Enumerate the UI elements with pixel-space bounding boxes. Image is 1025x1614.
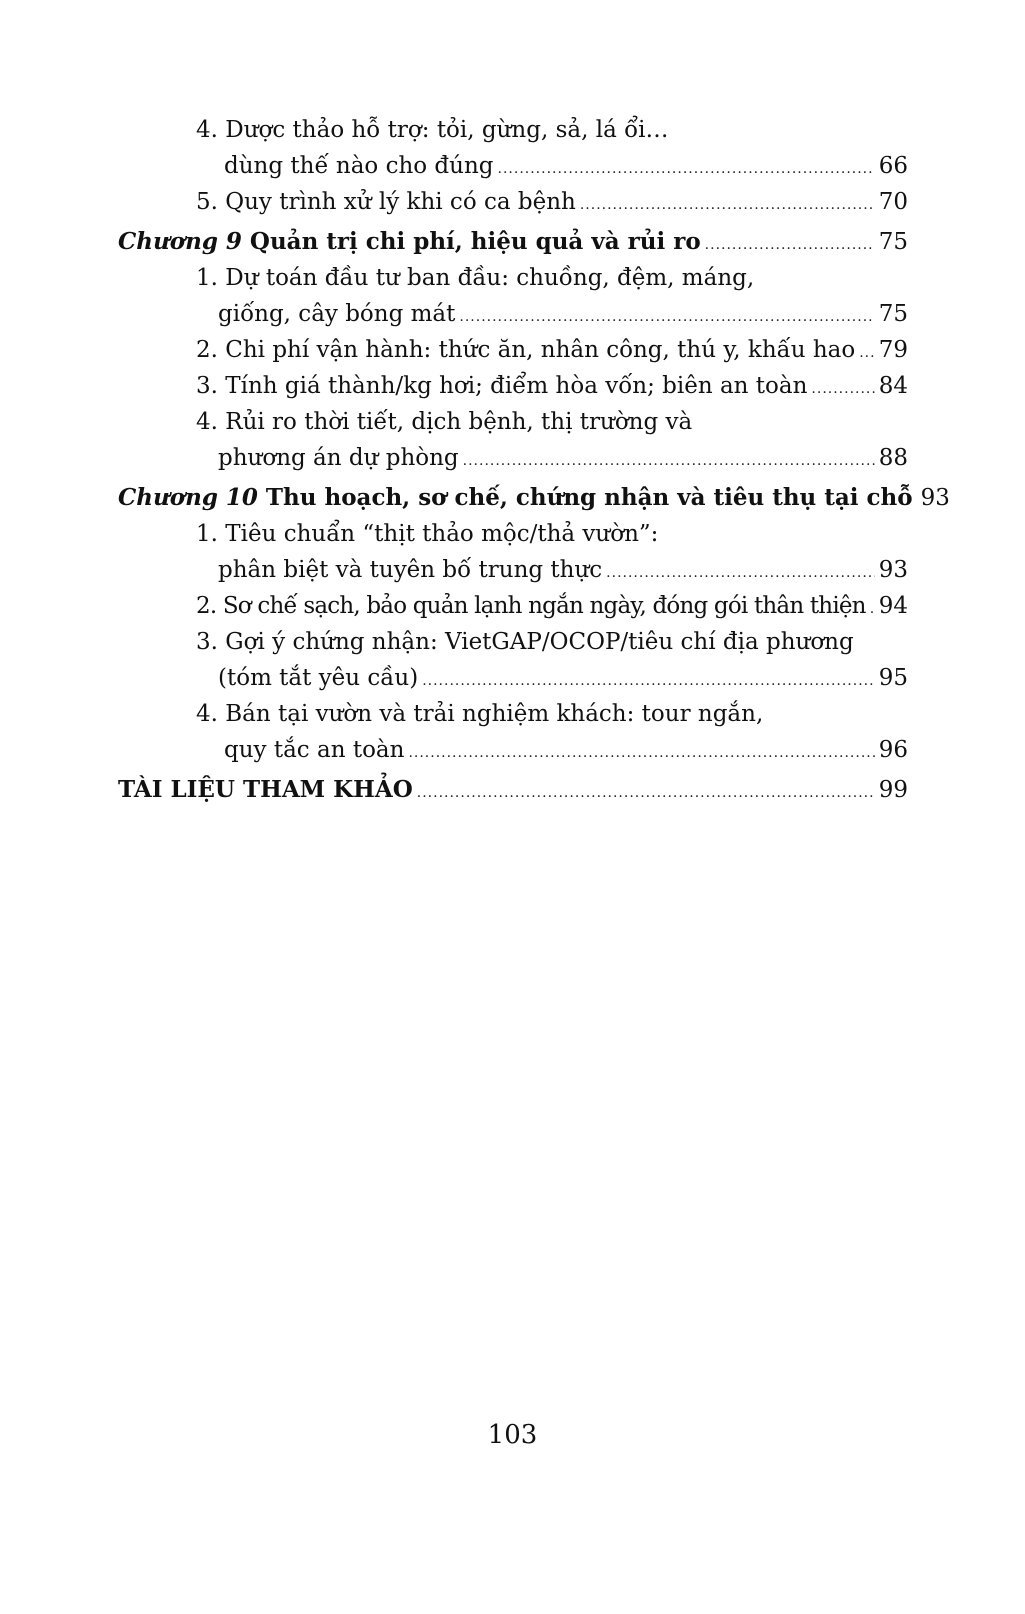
- dot-leader: [463, 443, 875, 479]
- dot-leader: [459, 299, 874, 335]
- toc-entry-text: 4. Bán tại vườn và trải nghiệm khách: tour ngắn,: [196, 701, 764, 727]
- toc-entry-text: (tóm tắt yêu cầu): [218, 665, 419, 691]
- dot-leader: [705, 227, 875, 263]
- toc-entry-text: phân biệt và tuyên bố trung thực: [218, 557, 603, 583]
- toc-entry: [118, 516, 908, 552]
- toc-entry: [118, 404, 908, 440]
- toc-page-number: 93: [878, 557, 908, 583]
- toc-entry-text: 2. Chi phí vận hành: thức ăn, nhân công, thú y, khấu hao: [196, 337, 856, 363]
- dot-leader: [870, 591, 875, 627]
- toc-entry-text: quy tắc an toàn: [224, 737, 405, 763]
- dot-leader: [811, 371, 874, 407]
- toc-entry: [118, 112, 908, 148]
- toc-page-number: 88: [878, 445, 908, 471]
- toc-page-number: 99: [878, 777, 908, 803]
- toc-entry: [118, 296, 908, 332]
- toc-entry: [118, 624, 908, 660]
- toc-entry-text: 1. Tiêu chuẩn “thịt thảo mộc/thả vườn”:: [196, 521, 659, 547]
- table-of-contents: [118, 112, 950, 808]
- toc-page-number: 96: [878, 737, 908, 763]
- toc-entry: [118, 440, 908, 476]
- toc-entry: [118, 732, 908, 768]
- toc-entry: [118, 660, 908, 696]
- toc-page-number: 79: [878, 337, 908, 363]
- dot-leader: [417, 775, 875, 811]
- toc-page-number: 94: [878, 593, 908, 619]
- toc-entry: [118, 332, 908, 368]
- toc-entry-text: 3. Gợi ý chứng nhận: VietGAP/OCOP/tiêu chí địa phương: [196, 629, 854, 655]
- dot-leader: [859, 335, 875, 371]
- toc-page-number: 70: [878, 189, 908, 215]
- toc-entry-text: 4. Rủi ro thời tiết, dịch bệnh, thị trường và: [196, 409, 693, 435]
- toc-entry-text: 1. Dự toán đầu tư ban đầu: chuồng, đệm, máng,: [196, 265, 755, 291]
- references-title: TÀI LIỆU THAM KHẢO: [118, 776, 413, 803]
- toc-page-number: 95: [878, 665, 908, 691]
- toc-page-number: 66: [878, 153, 908, 179]
- toc-page-number: 75: [878, 301, 908, 327]
- toc-entry-text: 5. Quy trình xử lý khi có ca bệnh: [196, 189, 576, 215]
- toc-page-number: 75: [878, 229, 908, 255]
- toc-entry: [118, 148, 908, 184]
- toc-entry-text: giống, cây bóng mát: [218, 301, 456, 327]
- page-number: 103: [487, 1420, 538, 1450]
- toc-entry-text: 4. Dược thảo hỗ trợ: tỏi, gừng, sả, lá ổi…: [196, 117, 669, 143]
- chapter-title: Quản trị chi phí, hiệu quả và rủi ro: [249, 228, 701, 255]
- chapter-label: Chương 9: [118, 228, 242, 255]
- toc-entry: [118, 260, 908, 296]
- toc-entry-text: 3. Tính giá thành/kg hơi; điểm hòa vốn; biên an toàn: [196, 373, 808, 399]
- toc-entry-text: 2. Sơ chế sạch, bảo quản lạnh ngắn ngày, đóng gói thân thiện: [196, 593, 866, 619]
- references-heading: [118, 772, 908, 808]
- toc-entry-text: dùng thế nào cho đúng: [224, 153, 494, 179]
- toc-entry-text: phương án dự phòng: [218, 445, 459, 471]
- toc-entry: [118, 184, 908, 220]
- chapter-heading: [118, 480, 950, 516]
- chapter-heading: [118, 224, 908, 260]
- toc-entry: [118, 368, 908, 404]
- toc-page-number: 93: [920, 485, 950, 511]
- chapter-title: Thu hoạch, sơ chế, chứng nhận và tiêu thụ tại chỗ: [265, 484, 913, 511]
- toc-page-number: 84: [878, 373, 908, 399]
- dot-leader: [498, 151, 875, 187]
- toc-entry: [118, 696, 908, 732]
- toc-entry: [118, 552, 908, 588]
- dot-leader: [580, 187, 875, 223]
- chapter-label: Chương 10: [118, 484, 258, 511]
- toc-entry: [118, 588, 908, 624]
- dot-leader: [408, 735, 874, 771]
- dot-leader: [422, 663, 875, 699]
- dot-leader: [606, 555, 875, 591]
